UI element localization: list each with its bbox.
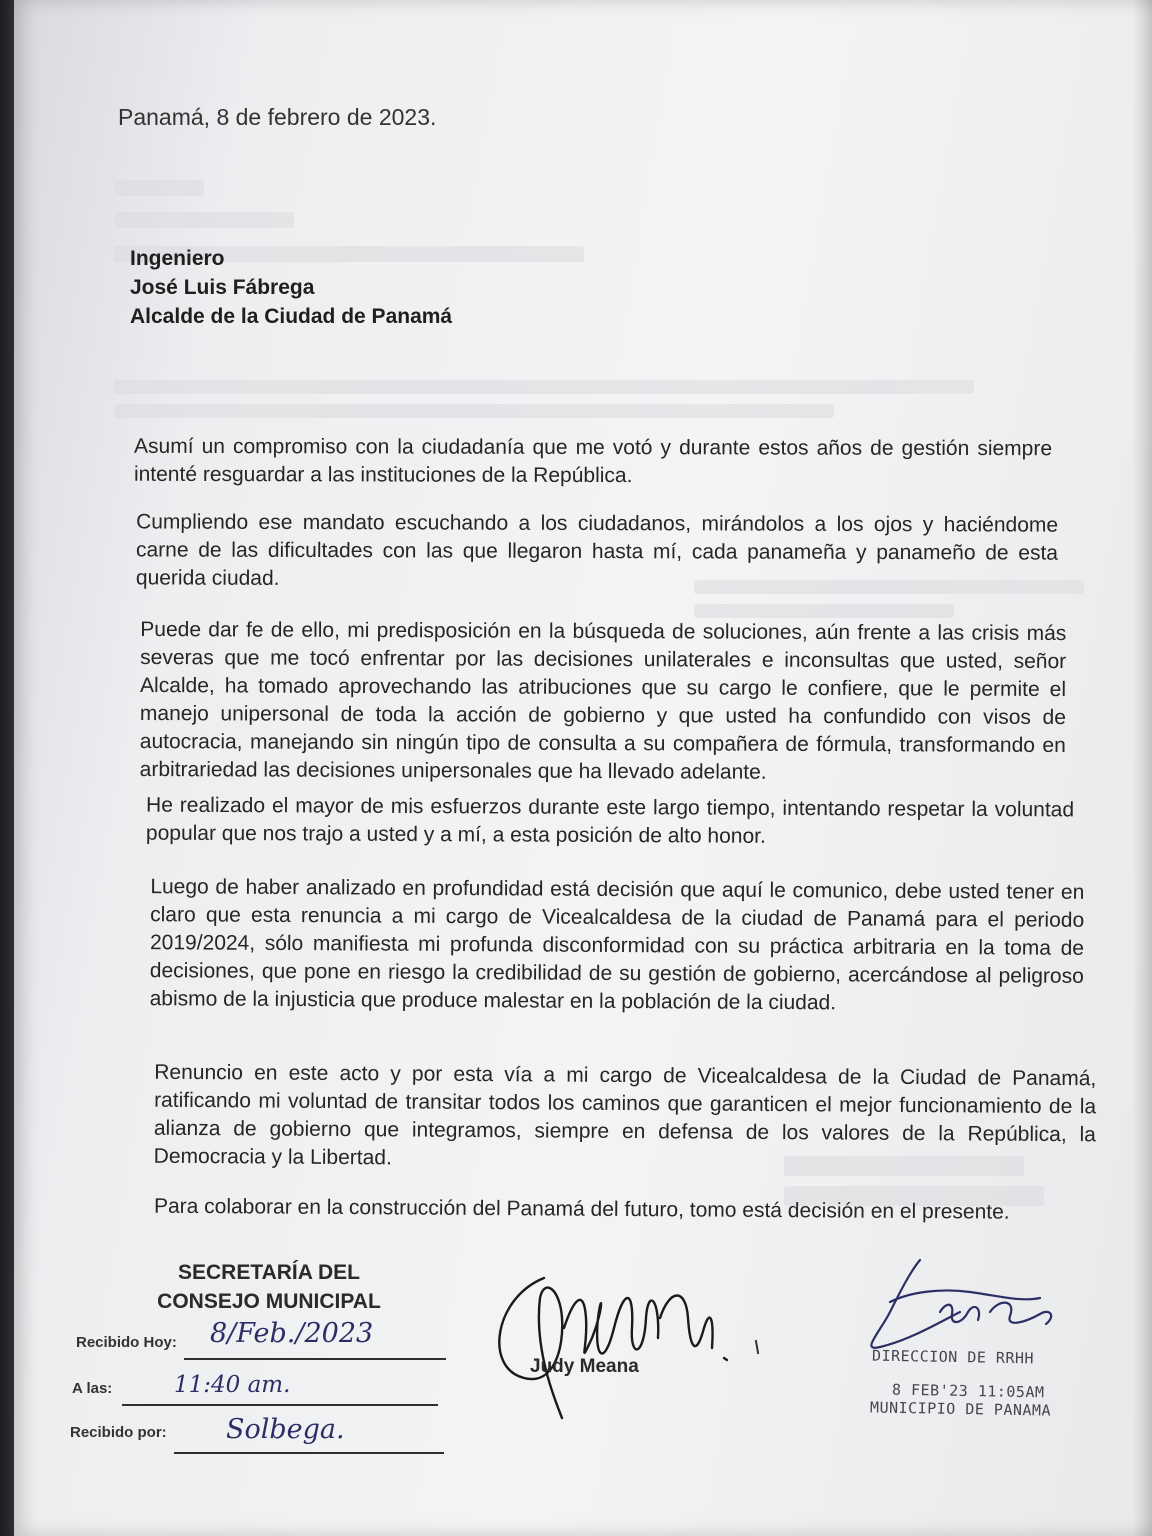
- secretaria-stamp-title: [144, 1258, 394, 1316]
- received-today-label: Recibido Hoy:: [76, 1334, 177, 1351]
- at-time-label: A las:: [72, 1380, 113, 1397]
- page-right-edge-shadow: [1132, 0, 1152, 1536]
- at-time-handwriting: 11:40 am.: [174, 1372, 291, 1398]
- rrhh-stamp-line-2: 8 FEB'23 11:05AM: [891, 1380, 1045, 1402]
- paragraph-1: Asumí un compromiso con la ciudadanía que me votó y durante estos años de gestión siempre intenté resguardar a las instituciones de la República.: [133, 434, 1053, 488]
- received-by-handwriting: Solbega.: [226, 1414, 345, 1445]
- rrhh-stamp-line-3: MUNICIPIO DE PANAMA: [869, 1398, 1052, 1420]
- recipient-block: [130, 244, 452, 331]
- received-today-line: [184, 1358, 446, 1360]
- paragraph-6: Renuncio en este acto y por esta vía a mi cargo de Vicealcaldesa de la Ciudad de Panamá, ratificando mi voluntad de transitar todos los caminos que garanticen el mejor funcionamiento de la alianza de gobierno que integramos, siempre en defensa de los valores de la República, la Democracia y la Libertad.: [153, 1060, 1097, 1170]
- paragraph-2: Cumpliendo ese mandato escuchando a los ciudadanos, mirándolos a los ojos y haciéndome carne de las dificultades con las que llegaron hasta mí, cada panameña y panameño de esta querida ciudad.: [135, 510, 1059, 590]
- signer-name: Judy Meana: [530, 1356, 639, 1377]
- signature-judy-meana: [474, 1258, 774, 1428]
- received-by-label: Recibido por:: [70, 1424, 167, 1441]
- at-time-line: [122, 1404, 438, 1406]
- letter-date: Panamá, 8 de febrero de 2023.: [118, 104, 437, 130]
- secretaria-line-2: CONSEJO MUNICIPAL: [157, 1290, 381, 1313]
- recipient-title: Ingeniero: [130, 247, 225, 270]
- received-by-line: [174, 1452, 444, 1454]
- recipient-position: Alcalde de la Ciudad de Panamá: [130, 305, 453, 328]
- recipient-name: José Luis Fábrega: [130, 276, 315, 299]
- letter-page: [14, 0, 1152, 1536]
- rrhh-stamp-line-1: DIRECCION DE RRHH: [871, 1346, 1035, 1368]
- paragraph-4: He realizado el mayor de mis esfuerzos durante este largo tiempo, intentando respetar la voluntad popular que nos trajo a usted y a mí, a esta posición de alto honor.: [145, 793, 1075, 848]
- paragraph-5: Luego de haber analizado en profundidad está decisión que aquí le comunico, debe usted tener en claro que esta renuncia a mi cargo de Vicealcaldesa de la ciudad de Panamá para el periodo 2019/2024, sólo manifiesta mi profunda disconformidad con su práctica arbitraria en la toma de decisiones, que pone en riesgo la credibilidad de su gestión de gobierno, acercándose al peligroso abismo de la injusticia que produce malestar en la población de la ciudad.: [149, 875, 1085, 1015]
- paragraph-closing: Para colaborar en la construcción del Panamá del futuro, tomo está decisión en el presente.: [153, 1194, 1010, 1224]
- received-today-handwriting: 8/Feb./2023: [210, 1318, 374, 1349]
- paragraph-3: Puede dar fe de ello, mi predisposición en la búsqueda de soluciones, aún frente a las crisis más severas que me tocó enfrentar por las decisiones unilaterales e inconsultas que usted, señor Alcalde, ha tomado aprovechando las atribuciones que su cargo le confiere, que le permite el manejo unipersonal de toda la acción de gobierno y que usted ha confundido con visos de autocracia, manejando sin ningún tipo de consulta a su compañera de fórmula, transformando en arbitrariedad las decisiones unipersonales que ha llevado adelante.: [139, 617, 1067, 784]
- secretaria-line-1: SECRETARÍA DEL: [177, 1261, 360, 1284]
